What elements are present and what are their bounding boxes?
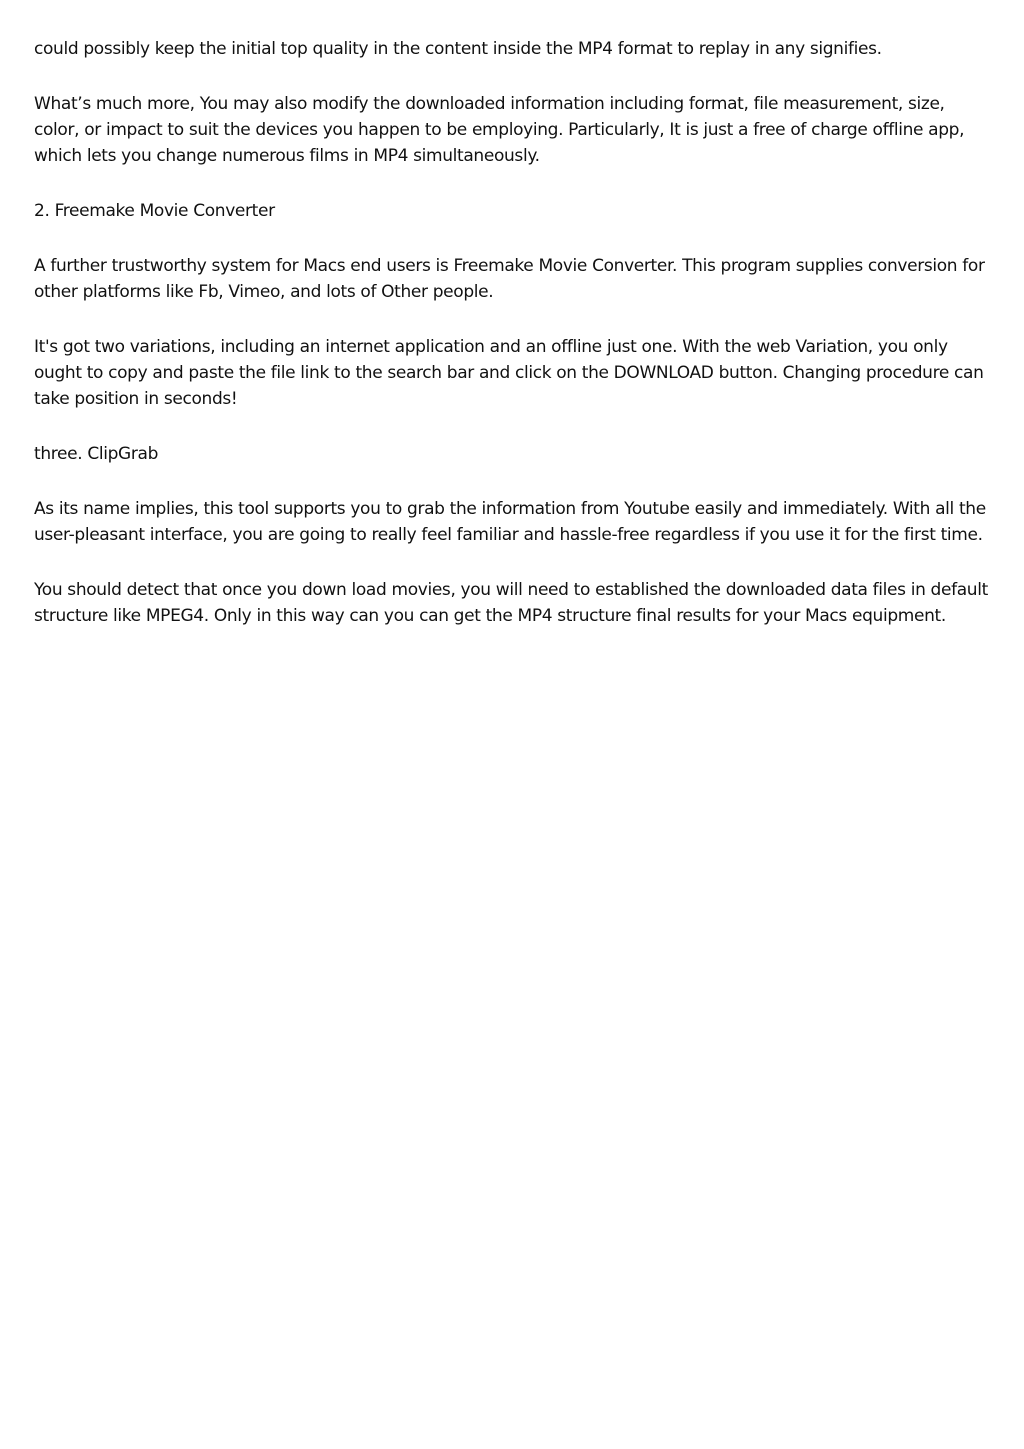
paragraph-freemake-intro: A further trustworthy system for Macs end users is Freemake Movie Converter. This program supplies conversion for other platforms like Fb, Vimeo, and lots of Other people.: [34, 256, 985, 302]
heading-freemake: 2. Freemake Movie Converter: [34, 201, 275, 221]
paragraph-clipgrab-format: You should detect that once you down load movies, you will need to established the downloaded data files in default structure like MPEG4. Only in this way can you can get the MP4 structure final results for your Macs equipment.: [34, 580, 988, 626]
heading-clipgrab: three. ClipGrab: [34, 444, 159, 464]
paragraph-modify-info: What’s much more, You may also modify the downloaded information including format, file measurement, size, color, or impact to suit the devices you happen to be employing. Particularly, It is just a free of charge offline app, which lets you change numerous films in MP4 simultaneously.: [34, 94, 965, 166]
document-body: [34, 36, 990, 658]
paragraph-clipgrab-intro: As its name implies, this tool supports you to grab the information from Youtube easily and immediately. With all the user-pleasant interface, you are going to really feel familiar and hassle-free regardless if you use it for the first time.: [34, 499, 986, 545]
paragraph-freemake-variations: It's got two variations, including an internet application and an offline just one. With the web Variation, you only ought to copy and paste the file link to the search bar and click on the DOWNLOAD button. Changing procedure can take position in seconds!: [34, 337, 984, 409]
paragraph-quality: could possibly keep the initial top quality in the content inside the MP4 format to replay in any signifies.: [34, 39, 882, 59]
